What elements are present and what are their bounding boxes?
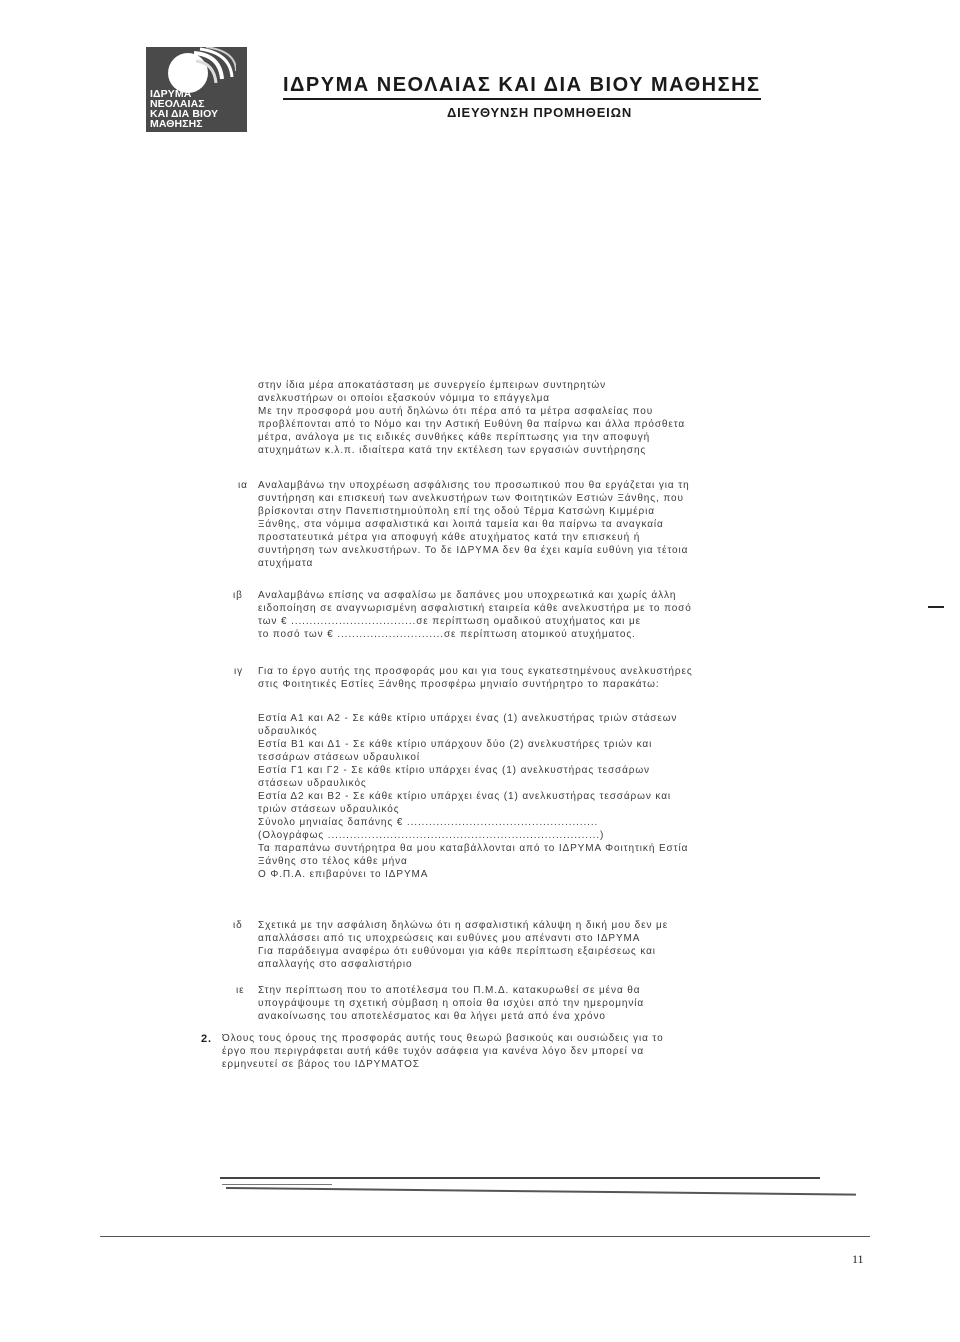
body-line: τεσσάρων στάσεων υδραυλικοί — [258, 752, 420, 763]
body-line: ανελκυστήρων οι οποίοι εξασκούν νόμιμα το επάγγελμα — [258, 393, 550, 404]
body-line: υδραυλικός — [258, 726, 318, 737]
body-line: ατυχημάτων κ.λ.π. ιδιαίτερα κατά την εκτέλεση των εργασιών συντήρησης — [258, 445, 647, 456]
body-line: Για παράδειγμα αναφέρω ότι ευθύνομαι για κάθε περίπτωση εξαιρέσεως και — [258, 946, 656, 957]
body-line: προβλέπονται από το Νόμο και την Αστική Ευθύνη θα παίρνω και άλλα πρόσθετα — [258, 419, 686, 430]
signature-line — [220, 1177, 820, 1179]
item-marker-ie: ιε — [236, 985, 245, 996]
body-line: Ο Φ.Π.Α. επιβαρύνει το ΙΔΡΥΜΑ — [258, 869, 429, 880]
body-line: (Ολογράφως ..........................................................................) — [258, 830, 605, 841]
body-line: Αναλαμβάνω επίσης να ασφαλίσω με δαπάνες μου υποχρεωτικά και χωρίς άλλη — [258, 590, 677, 601]
body-line: ατυχήματα — [258, 558, 314, 569]
body-line: τριών στάσεων υδραυλικός — [258, 804, 400, 815]
body-line: Στην περίπτωση που το αποτέλεσμα του Π.Μ.Δ. κατακυρωθεί σε μένα θα — [258, 985, 641, 996]
body-line: συντήρηση των ανελκυστήρων. Το δε ΙΔΡΥΜΑ δεν θα έχει καμία ευθύνη για τέτοια — [258, 545, 689, 556]
body-line: μέτρα, ανάλογα με τις ειδικές συνθήκες κάθε περίπτωσης για την αποφυγή — [258, 432, 651, 443]
body-line: Αναλαμβάνω την υποχρέωση ασφάλισης του προσωπικού που θα εργάζεται για τη — [258, 480, 690, 491]
organization-title: ΙΔΡΥΜΑ ΝΕΟΛΑΙΑΣ ΚΑΙ ΔΙΑ ΒΙΟΥ ΜΑΘΗΣΗΣ — [283, 74, 761, 100]
margin-dash — [928, 606, 944, 608]
body-line: έργο που περιγράφεται αυτή κάθε τυχόν ασάφεια για κανένα λόγο δεν μπορεί να — [222, 1046, 645, 1057]
body-line: ερμηνευτεί σε βάρος του ΙΔΡΥΜΑΤΟΣ — [222, 1059, 420, 1070]
body-line: βρίσκονται στην Πανεπιστημιούπολη επί της οδού Τέρμα Κατσώνη Κιμμέρια — [258, 506, 655, 517]
body-line: των € ..................................σε περίπτωση ομαδικού ατυχήματος και με — [258, 616, 641, 627]
foundation-logo — [146, 47, 247, 132]
body-line: Τα παραπάνω συντήρητρα θα μου καταβάλλονται από το ΙΔΡΥΜΑ Φοιτητική Εστία — [258, 843, 689, 854]
body-line: συντήρηση και επισκευή των ανελκυστήρων των Φοιτητικών Εστιών Ξάνθης, που — [258, 493, 684, 504]
page-number: 11 — [852, 1252, 864, 1266]
signature-line — [222, 1184, 332, 1185]
body-line: προστατευτικά μέτρα για αποφυγή κάθε ατυχήματος κατά την επισκευή ή — [258, 532, 641, 543]
body-line: Με την προσφορά μου αυτή δηλώνω ότι πέρα από τα μέτρα ασφαλείας που — [258, 406, 654, 417]
body-line: Εστία Α1 και Α2 - Σε κάθε κτίριο υπάρχει ένας (1) ανελκυστήρας τριών στάσεων — [258, 713, 678, 724]
body-line: απαλλάσσει από τις υποχρεώσεις και ευθύνες μου απέναντι στο ΙΔΡΥΜΑ — [258, 933, 641, 944]
item-marker-id: ιδ — [233, 920, 243, 931]
logo-text-line-2: ΝΕΟΛΑΙΑΣ — [150, 98, 205, 110]
body-line: Ξάνθης, στα νόμιμα ασφαλιστικά και λοιπά ταμεία και θα παίρνω τα αναγκαία — [258, 519, 664, 530]
body-line: ανακοίνωσης του αποτελέσματος και θα λήγει μετά από ένα χρόνο — [258, 1011, 606, 1022]
signature-line — [226, 1187, 856, 1196]
body-line: Εστία Β1 και Δ1 - Σε κάθε κτίριο υπάρχουν δύο (2) ανελκυστήρες τριών και — [258, 739, 653, 750]
body-line: Σύνολο μηνιαίας δαπάνης € .................................................... — [258, 817, 599, 828]
logo-text-line-1: ΙΔΡΥΜΑ — [150, 88, 192, 100]
body-line: στις Φοιτητικές Εστίες Ξάνθης προσφέρω μηνιαίο συντήρητρο το παρακάτω: — [258, 679, 660, 690]
body-line: Εστία Γ1 και Γ2 - Σε κάθε κτίριο υπάρχει ένας (1) ανελκυστήρας τεσσάρων — [258, 765, 650, 776]
body-line: απαλλαγής στο ασφαλιστήριο — [258, 959, 413, 970]
body-line: Όλους τους όρους της προσφοράς αυτής τους θεωρώ βασικούς και ουσιώδεις για το — [222, 1033, 664, 1044]
department-subtitle: ΔΙΕΥΘΥΝΣΗ ΠΡΟΜΗΘΕΙΩΝ — [447, 105, 633, 120]
item-marker-ib: ιβ — [233, 590, 243, 601]
body-line: το ποσό των € .............................σε περίπτωση ατομικού ατυχήματος. — [258, 629, 636, 640]
body-line: στην ίδια μέρα αποκατάσταση με συνεργείο έμπειρων συντηρητών — [258, 380, 607, 391]
body-line: Εστία Δ2 και Β2 - Σε κάθε κτίριο υπάρχει ένας (1) ανελκυστήρας τεσσάρων και — [258, 791, 672, 802]
body-line: υπογράψουμε τη σχετική σύμβαση η οποία θα ισχύει από την ημερομηνία — [258, 998, 645, 1009]
item-marker-2: 2. — [201, 1033, 212, 1045]
body-line: Σχετικά με την ασφάλιση δηλώνω ότι η ασφαλιστική κάλυψη η δική μου δεν με — [258, 920, 669, 931]
footer-rule — [100, 1236, 870, 1237]
body-line: ειδοποίηση σε αναγνωρισμένη ασφαλιστική εταιρεία κάθε ανελκυστήρα με το ποσό — [258, 603, 692, 614]
logo-text-line-4: ΜΑΘΗΣΗΣ — [150, 118, 203, 130]
body-line: Για το έργο αυτής της προσφοράς μου και για τους εγκατεστημένους ανελκυστήρες — [258, 666, 693, 677]
item-marker-ia: ια — [238, 480, 248, 491]
logo-text-line-3: ΚΑΙ ΔΙΑ ΒΙΟΥ — [150, 108, 219, 120]
item-marker-ig: ιγ — [234, 666, 244, 677]
body-line: Ξάνθης στο τέλος κάθε μήνα — [258, 856, 408, 867]
body-line: στάσεων υδραυλικός — [258, 778, 367, 789]
